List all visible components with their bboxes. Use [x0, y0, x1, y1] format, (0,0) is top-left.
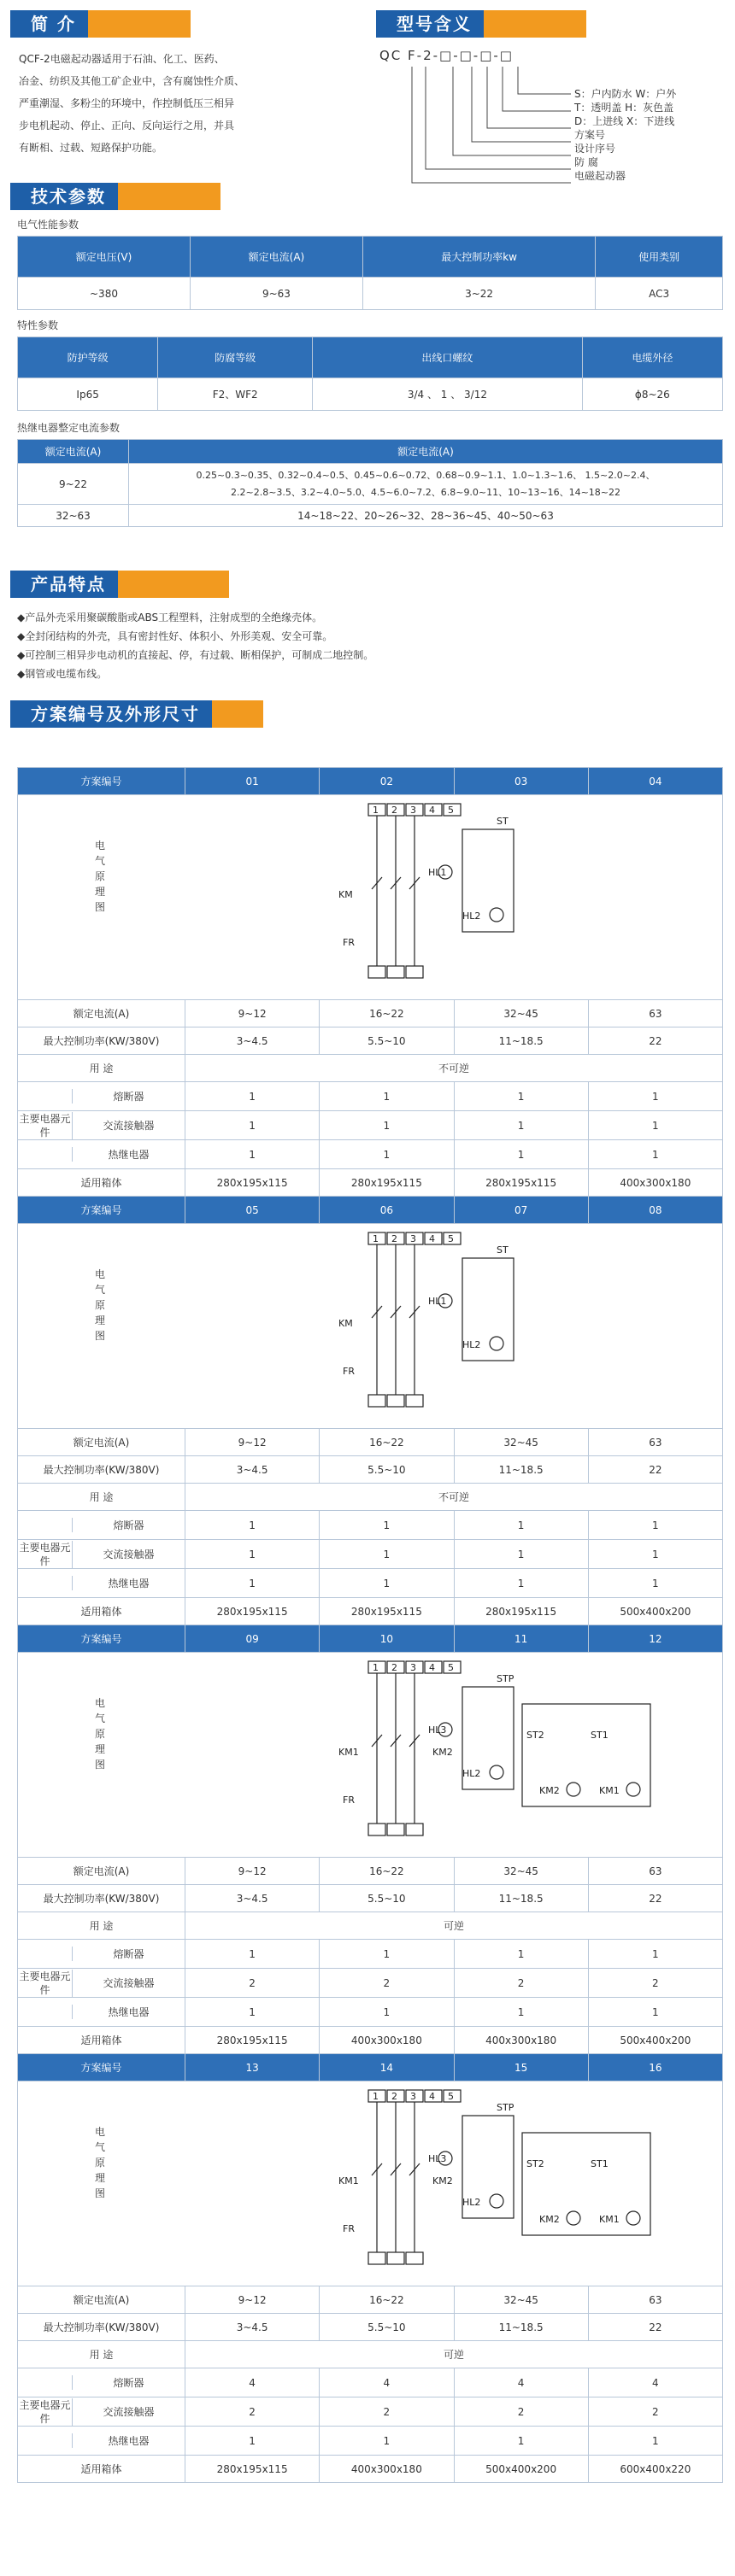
- product-title: 产品特点: [10, 571, 118, 598]
- cell: 280x195x115: [185, 1598, 320, 1625]
- cell: 1: [185, 1511, 320, 1540]
- svg-text:KM1: KM1: [338, 2175, 359, 2187]
- circuit-diagram: [18, 2081, 724, 2285]
- cell: 3~4.5: [185, 1885, 320, 1912]
- diagram-label: 电气原理图: [95, 840, 106, 913]
- cell: 11~18.5: [454, 2314, 588, 2341]
- cell: 500x400x200: [454, 2456, 588, 2483]
- svg-text:STP: STP: [497, 1673, 514, 1684]
- svg-text:3: 3: [410, 1233, 416, 1244]
- model-lines: [402, 63, 573, 191]
- cell: 1: [454, 1511, 588, 1540]
- cell: 32~45: [454, 2286, 588, 2314]
- svg-text:3: 3: [410, 1662, 416, 1673]
- cell: 32~45: [454, 1858, 588, 1885]
- svg-text:HL3: HL3: [428, 1724, 447, 1736]
- cell: 280x195x115: [185, 1169, 320, 1197]
- svg-text:2: 2: [391, 1662, 397, 1673]
- cell: 5.5~10: [320, 1027, 454, 1055]
- cell: 2: [320, 1969, 454, 1998]
- model-header: [376, 10, 586, 38]
- scheme-id: 07: [454, 1197, 588, 1224]
- cell: 63: [588, 1858, 722, 1885]
- cell: 1: [588, 1511, 722, 1540]
- svg-text:1: 1: [373, 805, 379, 816]
- cell: 1: [454, 2427, 588, 2456]
- cell: 400x300x180: [320, 2456, 454, 2483]
- svg-text:4: 4: [429, 805, 435, 816]
- svg-text:4: 4: [429, 2091, 435, 2102]
- svg-text:KM2: KM2: [432, 2175, 453, 2187]
- cell: 22: [588, 1456, 722, 1484]
- cell: 2: [454, 2397, 588, 2427]
- svg-text:KM: KM: [338, 1318, 353, 1329]
- svg-text:HL2: HL2: [462, 1339, 481, 1350]
- svg-text:KM2: KM2: [539, 2214, 560, 2225]
- cell: 600x400x220: [588, 2456, 722, 2483]
- cell: 1: [320, 2427, 454, 2456]
- diagram-label: 电气原理图: [95, 2126, 106, 2199]
- cell: 2: [454, 1969, 588, 1998]
- scheme-title: 方案编号及外形尺寸: [10, 700, 212, 728]
- cell: 9~12: [185, 2286, 320, 2314]
- svg-text:3: 3: [410, 2091, 416, 2102]
- svg-text:HL2: HL2: [462, 1768, 481, 1779]
- scheme-id: 02: [320, 768, 454, 795]
- cell: 1: [185, 1082, 320, 1111]
- intro-title: 简 介: [10, 10, 88, 38]
- feature-table: 防护等级 防腐等级 出线口螺纹 电缆外径 Ip65 F2、WF2 3/4 、 1 、 3/12 ϕ8~26: [17, 337, 723, 411]
- svg-text:2: 2: [391, 2091, 397, 2102]
- cell: 2: [320, 2397, 454, 2427]
- circuit-diagram: [18, 1653, 724, 1856]
- cell: 1: [185, 2427, 320, 2456]
- cell: 2: [588, 1969, 722, 1998]
- svg-text:ST2: ST2: [526, 1730, 544, 1741]
- svg-text:HL1: HL1: [428, 867, 447, 878]
- relay-table: 额定电流(A) 额定电流(A) 9~22 0.25~0.3~0.35、0.32~0.4~0.5、0.45~0.6~0.72、0.68~0.9~1.1、1.0~1.3~1.6、 1.5~2.0~2.4、 2.2~2.8~3.5、3.2~4.0~5.0、4.5~6.0~7.2、6.8~9.0~11、10~13~16、14~18~22 32~63 14~18~22、20~26~32、28~36~45、40~50~63: [17, 439, 723, 527]
- scheme-header: [10, 700, 263, 728]
- model-code: QC F-2-□-□-□-□: [379, 48, 514, 63]
- svg-text:3: 3: [410, 805, 416, 816]
- cell: 1: [588, 2427, 722, 2456]
- cell: 1: [454, 1998, 588, 2027]
- cell: 1: [320, 1140, 454, 1169]
- electrical-caption: 电气性能参数: [17, 219, 79, 231]
- scheme-id: 01: [185, 768, 320, 795]
- cell: 16~22: [320, 1429, 454, 1456]
- svg-text:ST: ST: [497, 1244, 509, 1256]
- svg-text:1: 1: [373, 1233, 379, 1244]
- cell: 1: [320, 1940, 454, 1969]
- cell: 1: [320, 1569, 454, 1598]
- cell: 500x400x200: [588, 2027, 722, 2054]
- cell: 22: [588, 1027, 722, 1055]
- cell: 280x195x115: [185, 2456, 320, 2483]
- tech-header: [10, 183, 220, 210]
- cell: 1: [588, 1940, 722, 1969]
- cell: 4: [185, 2368, 320, 2397]
- cell: 1: [320, 1082, 454, 1111]
- cell: 4: [588, 2368, 722, 2397]
- model-title: 型号含义: [376, 10, 484, 38]
- cell: 5.5~10: [320, 1456, 454, 1484]
- cell: 1: [185, 1111, 320, 1140]
- cell: 280x195x115: [454, 1169, 588, 1197]
- svg-text:KM2: KM2: [432, 1747, 453, 1758]
- svg-text:ST: ST: [497, 816, 509, 827]
- cell: 4: [454, 2368, 588, 2397]
- cell: 1: [185, 1940, 320, 1969]
- svg-text:KM2: KM2: [539, 1785, 560, 1796]
- svg-text:4: 4: [429, 1233, 435, 1244]
- cell: 9~12: [185, 1000, 320, 1027]
- intro-text: QCF-2电磁起动器适用于石油、化工、医药、 冶金、纺织及其他工矿企业中，含有腐蚀性介质、 严重潮湿、多粉尘的环境中，作控制低压三相异 步电机起动、停止、正向、反向运行之用，并具 有断相、过载、短路保护功能。: [19, 53, 245, 154]
- svg-text:5: 5: [448, 1662, 454, 1673]
- scheme-id: 03: [454, 768, 588, 795]
- svg-text:ST1: ST1: [591, 1730, 609, 1741]
- cell: 2: [588, 2397, 722, 2427]
- svg-text:STP: STP: [497, 2102, 514, 2113]
- cell: 400x300x180: [588, 1169, 722, 1197]
- svg-text:FR: FR: [343, 2223, 355, 2234]
- cell: 16~22: [320, 1000, 454, 1027]
- scheme-id: 14: [320, 2054, 454, 2081]
- scheme-id: 11: [454, 1625, 588, 1653]
- cell: 1: [454, 1940, 588, 1969]
- cell: 1: [454, 1540, 588, 1569]
- cell: 3~4.5: [185, 2314, 320, 2341]
- svg-text:KM1: KM1: [599, 1785, 620, 1796]
- svg-text:5: 5: [448, 2091, 454, 2102]
- cell: 5.5~10: [320, 2314, 454, 2341]
- cell: 2: [185, 1969, 320, 1998]
- scheme-id: 09: [185, 1625, 320, 1653]
- svg-text:FR: FR: [343, 937, 355, 948]
- svg-text:2: 2: [391, 1233, 397, 1244]
- scheme-table: 方案编号 09 10 11 12 电气原理图 STP HL3 HL2 KM1 FR KM2 ST2 ST1 KM2 KM1 1 2 3 4 5 额定电流(A) 9~12 16~22 32~45 63 最大控制功率(KW/380V) 3~4.5 5.5~10 11~18.5 22 用 途 可逆 熔断器 1 1 1 1 主要电器元件 交流接触器 2 2 2 2 热继电器 1 1 1 1 适用箱体 280x195x115 400x300x180 400x300x180 500x400x200: [17, 1625, 723, 2054]
- relay-caption: 热继电器整定电流参数: [17, 422, 121, 434]
- svg-text:KM1: KM1: [338, 1747, 359, 1758]
- cell: 1: [588, 1082, 722, 1111]
- cell: 11~18.5: [454, 1456, 588, 1484]
- cell: 1: [454, 1111, 588, 1140]
- svg-text:HL1: HL1: [428, 1296, 447, 1307]
- cell: 1: [185, 1540, 320, 1569]
- svg-text:5: 5: [448, 805, 454, 816]
- cell: 63: [588, 1429, 722, 1456]
- scheme-id: 06: [320, 1197, 454, 1224]
- feature-caption: 特性参数: [17, 319, 59, 331]
- cell: 4: [320, 2368, 454, 2397]
- cell: 1: [185, 1998, 320, 2027]
- svg-text:HL3: HL3: [428, 2153, 447, 2164]
- scheme-table: 方案编号 13 14 15 16 电气原理图 STP HL3 HL2 KM1 FR KM2 ST2 ST1 KM2 KM1 1 2 3 4 5 额定电流(A) 9~12 16~22 32~45 63 最大控制功率(KW/380V) 3~4.5 5.5~10 11~18.5 22 用 途 可逆 熔断器 4 4 4 4 主要电器元件 交流接触器 2 2 2 2 热继电器 1 1 1 1 适用箱体 280x195x115 400x300x180 500x400x200 600x400x220: [17, 2053, 723, 2483]
- svg-text:FR: FR: [343, 1366, 355, 1377]
- cell: 3~4.5: [185, 1456, 320, 1484]
- cell: 1: [454, 1569, 588, 1598]
- cell: 1: [185, 1140, 320, 1169]
- cell: 16~22: [320, 2286, 454, 2314]
- cell: 1: [454, 1140, 588, 1169]
- electrical-table: 额定电压(V) 额定电流(A) 最大控制功率kw 使用类别 ~380 9~63 3~22 AC3: [17, 236, 723, 310]
- cell: 11~18.5: [454, 1027, 588, 1055]
- cell: 32~45: [454, 1429, 588, 1456]
- cell: 1: [588, 1140, 722, 1169]
- scheme-id: 05: [185, 1197, 320, 1224]
- scheme-id: 10: [320, 1625, 454, 1653]
- svg-text:5: 5: [448, 1233, 454, 1244]
- cell: 280x195x115: [320, 1169, 454, 1197]
- scheme-id: 15: [454, 2054, 588, 2081]
- product-header: [10, 571, 229, 598]
- cell: 1: [454, 1082, 588, 1111]
- cell: 280x195x115: [454, 1598, 588, 1625]
- cell: 280x195x115: [320, 1598, 454, 1625]
- model-legend: S：户内防水 W：户外 T：透明盖 H：灰色盖 D：上进线 X：下进线 方案号 设计序号 防 腐 电磁起动器: [574, 88, 677, 182]
- scheme-id: 04: [588, 768, 722, 795]
- cell: 5.5~10: [320, 1885, 454, 1912]
- cell: 400x300x180: [320, 2027, 454, 2054]
- cell: 9~12: [185, 1858, 320, 1885]
- cell: 9~12: [185, 1429, 320, 1456]
- scheme-id: 08: [588, 1197, 722, 1224]
- scheme-id: 16: [588, 2054, 722, 2081]
- cell: 3~4.5: [185, 1027, 320, 1055]
- circuit-diagram: [18, 1224, 724, 1427]
- svg-text:KM1: KM1: [599, 2214, 620, 2225]
- cell: 22: [588, 1885, 722, 1912]
- svg-text:ST1: ST1: [591, 2158, 609, 2169]
- cell: 1: [185, 1569, 320, 1598]
- svg-text:1: 1: [373, 1662, 379, 1673]
- svg-text:ST2: ST2: [526, 2158, 544, 2169]
- svg-text:HL2: HL2: [462, 910, 481, 922]
- cell: 63: [588, 2286, 722, 2314]
- cell: 1: [588, 1998, 722, 2027]
- svg-text:2: 2: [391, 805, 397, 816]
- svg-text:FR: FR: [343, 1794, 355, 1806]
- intro-header: [10, 10, 191, 38]
- cell: 16~22: [320, 1858, 454, 1885]
- product-points: ◆产品外壳采用聚碳酸脂或ABS工程塑料，注射成型的全绝缘壳体。 ◆全封闭结构的外壳，具有密封性好、体积小、外形美观、安全可靠。 ◆可控制三相异步电动机的直接起、停，有过载、断相保护，可制成二地控制。 ◆钢管或电缆布线。: [17, 612, 374, 680]
- scheme-id: 12: [588, 1625, 722, 1653]
- diagram-label: 电气原理图: [95, 1268, 106, 1342]
- cell: 1: [320, 1511, 454, 1540]
- cell: 11~18.5: [454, 1885, 588, 1912]
- diagram-label: 电气原理图: [95, 1697, 106, 1771]
- cell: 400x300x180: [454, 2027, 588, 2054]
- tech-title: 技术参数: [10, 183, 118, 210]
- svg-text:HL2: HL2: [462, 2197, 481, 2208]
- scheme-table: 方案编号 05 06 07 08 电气原理图 ST HL1 HL2 KM FR 1 2 3 4 5 额定电流(A) 9~12 16~22 32~45 63 最大控制功率(KW/380V) 3~4.5 5.5~10 11~18.5 22 用 途 不可逆 熔断器 1 1 1 1 主要电器元件 交流接触器 1 1 1 1 热继电器 1 1 1 1 适用箱体 280x195x115 280x195x115 280x195x115 500x400x200: [17, 1196, 723, 1625]
- cell: 1: [320, 1111, 454, 1140]
- cell: 1: [588, 1540, 722, 1569]
- svg-text:1: 1: [373, 2091, 379, 2102]
- cell: 1: [588, 1569, 722, 1598]
- cell: 63: [588, 1000, 722, 1027]
- scheme-table: 方案编号 01 02 03 04 电气原理图 ST HL1 HL2 KM FR 1 2 3 4 5 额定电流(A) 9~12 16~22 32~45 63 最大控制功率(KW/380V) 3~4.5 5.5~10 11~18.5 22 用 途 不可逆 熔断器 1 1 1 1 主要电器元件 交流接触器 1 1 1 1 热继电器 1 1 1 1 适用箱体 280x195x115 280x195x115 280x195x115 400x300x180: [17, 767, 723, 1197]
- cell: 22: [588, 2314, 722, 2341]
- cell: 2: [185, 2397, 320, 2427]
- circuit-diagram: [18, 795, 724, 998]
- cell: 500x400x200: [588, 1598, 722, 1625]
- cell: 1: [320, 1998, 454, 2027]
- scheme-id: 13: [185, 2054, 320, 2081]
- svg-text:4: 4: [429, 1662, 435, 1673]
- cell: 280x195x115: [185, 2027, 320, 2054]
- cell: 1: [320, 1540, 454, 1569]
- cell: 1: [588, 1111, 722, 1140]
- svg-text:KM: KM: [338, 889, 353, 900]
- cell: 32~45: [454, 1000, 588, 1027]
